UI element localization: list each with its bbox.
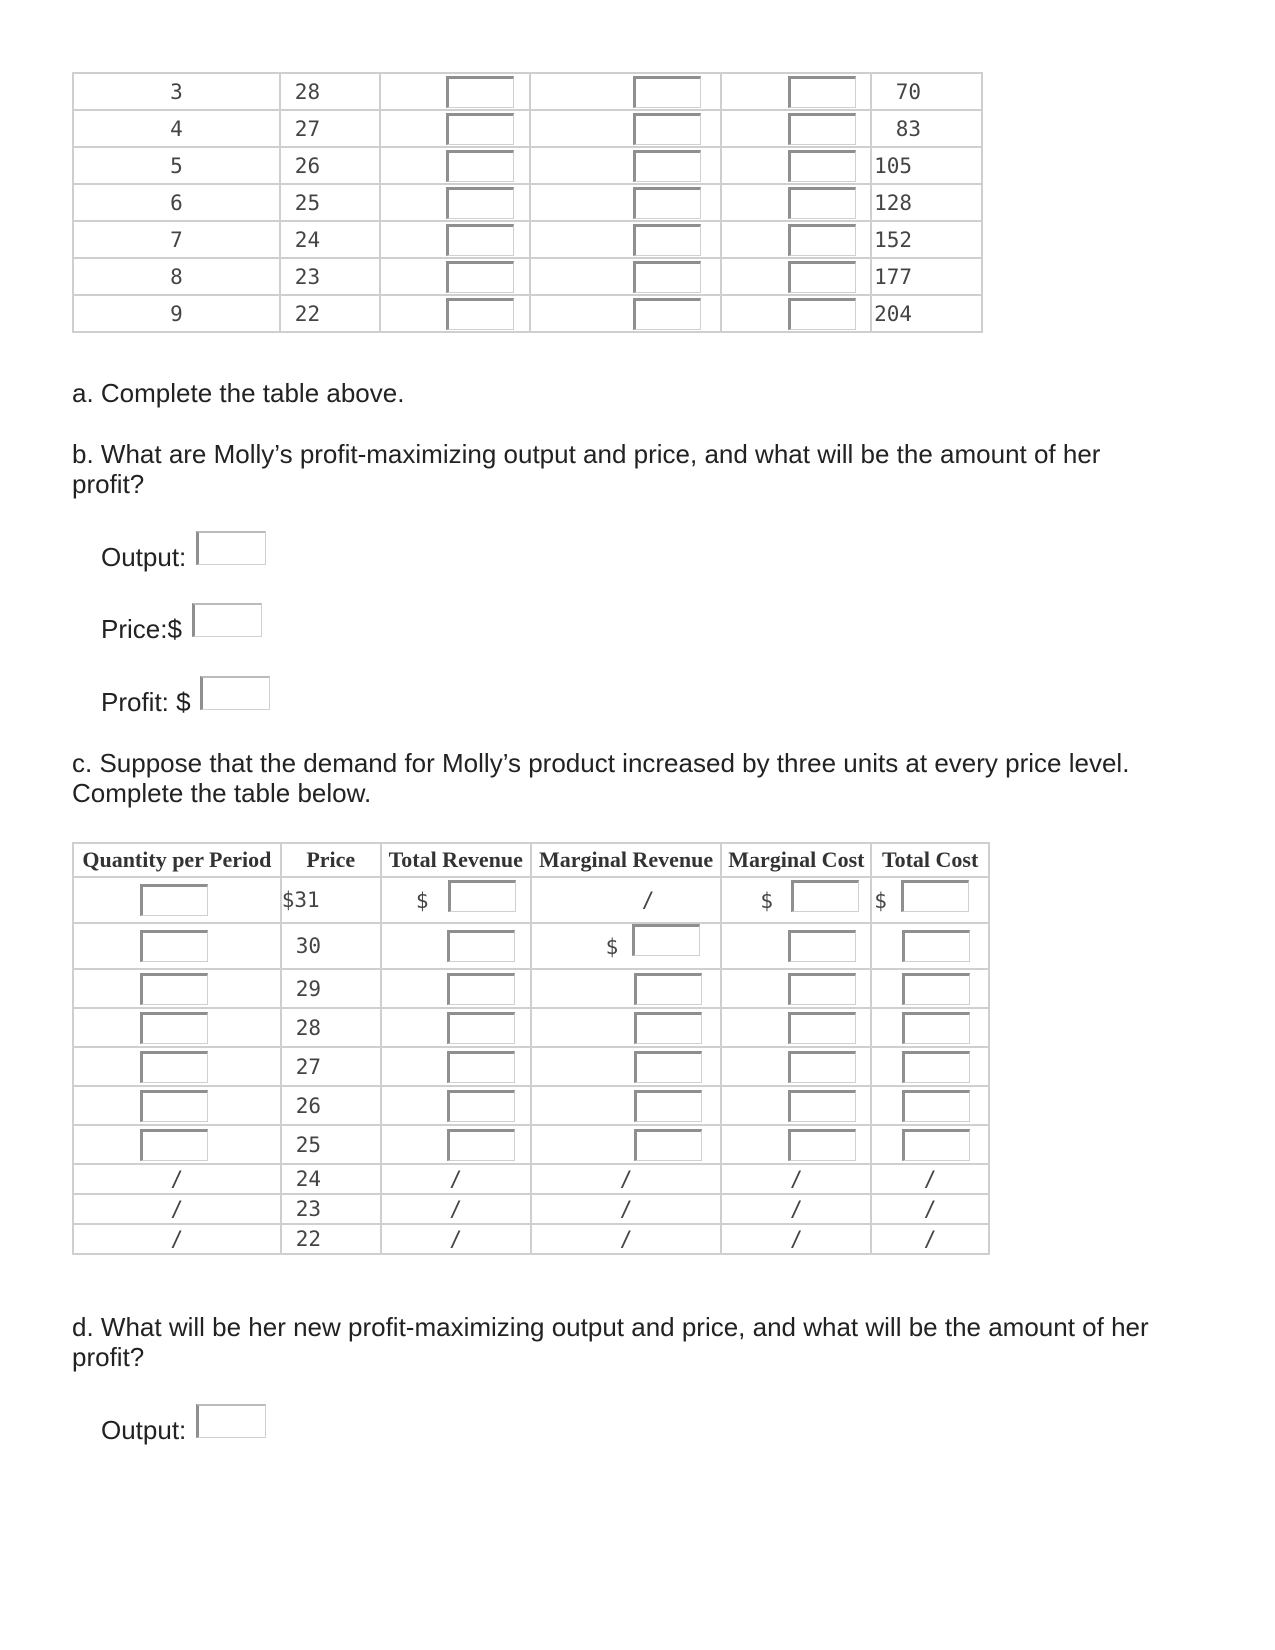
qty-cell: / — [73, 1164, 281, 1194]
total-revenue-cell — [380, 73, 530, 110]
total-revenue-input[interactable] — [446, 187, 514, 219]
qty-input[interactable] — [140, 1051, 208, 1083]
marginal-cost-input[interactable] — [788, 930, 856, 962]
marginal-cost-cell — [721, 110, 871, 147]
total-cost-input[interactable] — [902, 973, 970, 1005]
qty-cell: 4 — [73, 110, 280, 147]
price-cell: 25 — [280, 184, 381, 221]
column-header: Marginal Cost — [721, 843, 871, 877]
marginal-cost-cell — [721, 1008, 871, 1047]
marginal-revenue-cell — [531, 969, 722, 1008]
marginal-revenue-input[interactable] — [634, 973, 702, 1005]
b-profit-input[interactable] — [200, 676, 270, 710]
b-price-input[interactable] — [192, 603, 262, 637]
marginal-cost-input[interactable] — [788, 1090, 856, 1122]
revenue-cost-table — [72, 842, 990, 1255]
total-cost-cell: 177 — [871, 258, 982, 295]
table-row — [73, 258, 982, 295]
total-cost-cell: 105 — [871, 147, 982, 184]
table-row — [73, 110, 982, 147]
total-revenue-cell: / — [381, 1194, 531, 1224]
total-revenue-cell — [381, 1125, 531, 1164]
total-revenue-input[interactable] — [446, 261, 514, 293]
table-row — [73, 923, 989, 969]
qty-cell: 3 — [73, 73, 280, 110]
price-cell: 26 — [281, 1086, 381, 1125]
total-revenue-cell: / — [381, 1224, 531, 1254]
marginal-cost-cell — [721, 923, 871, 969]
marginal-cost-cell — [721, 1125, 871, 1164]
total-cost-cell — [871, 1047, 989, 1086]
qty-cell — [73, 1086, 281, 1125]
table-row — [73, 184, 982, 221]
qty-cell — [73, 1008, 281, 1047]
b-profit-label: Profit: $ — [101, 687, 191, 717]
total-revenue-input[interactable] — [446, 76, 514, 108]
question-c: c. Suppose that the demand for Molly’s product increased by three units at every price level. Complete the table below. — [72, 748, 1130, 808]
total-revenue-cell — [380, 147, 530, 184]
total-revenue-input[interactable] — [446, 113, 514, 145]
marginal-revenue-cell — [530, 184, 721, 221]
qty-cell — [73, 877, 281, 923]
total-revenue-input[interactable] — [447, 1051, 515, 1083]
total-revenue-cell — [381, 1086, 531, 1125]
price-cell: 24 — [280, 221, 381, 258]
total-cost-cell — [871, 923, 989, 969]
price-cell: 24 — [281, 1164, 381, 1194]
total-revenue-cell — [380, 110, 530, 147]
total-revenue-input[interactable] — [447, 1012, 515, 1044]
total-revenue-cell — [381, 923, 531, 969]
marginal-cost-cell — [721, 184, 871, 221]
marginal-revenue-cell — [530, 147, 721, 184]
marginal-cost-input[interactable] — [788, 1129, 856, 1161]
total-revenue-input[interactable] — [447, 1090, 515, 1122]
total-revenue-input[interactable] — [447, 1129, 515, 1161]
total-revenue-input[interactable] — [446, 298, 514, 330]
total-cost-input[interactable] — [901, 880, 969, 912]
qty-cell: 8 — [73, 258, 280, 295]
table-row — [73, 877, 989, 923]
marginal-revenue-cell — [531, 923, 722, 969]
price-cell: 27 — [281, 1047, 381, 1086]
marginal-cost-input[interactable] — [788, 113, 856, 145]
qty-input[interactable] — [140, 1012, 208, 1044]
qty-cell: 6 — [73, 184, 280, 221]
total-cost-cell: 128 — [871, 184, 982, 221]
qty-input[interactable] — [140, 930, 208, 962]
price-cell: 26 — [280, 147, 381, 184]
question-d: d. What will be her new profit-maximizing output and price, and what will be the amount of her profit? — [72, 1312, 1149, 1372]
b-output-label: Output: — [101, 542, 187, 572]
total-cost-cell — [871, 1125, 989, 1164]
qty-cell — [73, 969, 281, 1008]
marginal-cost-cell — [721, 877, 871, 923]
marginal-revenue-cell: / — [531, 1194, 722, 1224]
marginal-cost-cell — [721, 295, 871, 332]
marginal-cost-cell: / — [721, 1194, 871, 1224]
total-revenue-cell — [381, 1047, 531, 1086]
marginal-cost-input[interactable] — [788, 1051, 856, 1083]
marginal-revenue-input[interactable] — [633, 76, 701, 108]
marginal-cost-input[interactable] — [788, 150, 856, 182]
table-row — [73, 1224, 989, 1254]
marginal-revenue-cell — [530, 110, 721, 147]
price-cell: 23 — [281, 1194, 381, 1224]
price-cell: $31 — [281, 877, 381, 923]
qty-cell: 9 — [73, 295, 280, 332]
total-revenue-cell — [381, 969, 531, 1008]
qty-cell — [73, 1125, 281, 1164]
marginal-revenue-cell — [530, 258, 721, 295]
price-cell: 29 — [281, 969, 381, 1008]
qty-cell — [73, 1047, 281, 1086]
column-header: Marginal Revenue — [531, 843, 722, 877]
table-row — [73, 1008, 989, 1047]
marginal-revenue-input[interactable] — [633, 113, 701, 145]
column-header: Price — [281, 843, 381, 877]
marginal-cost-cell — [721, 73, 871, 110]
marginal-cost-cell — [721, 258, 871, 295]
cost-table-top — [72, 72, 983, 333]
marginal-cost-cell — [721, 969, 871, 1008]
qty-input[interactable] — [140, 1129, 208, 1161]
dollar-sign: $ — [874, 888, 887, 913]
table-row — [73, 221, 982, 258]
total-cost-cell: 204 — [871, 295, 982, 332]
price-cell: 28 — [280, 73, 381, 110]
question-b: b. What are Molly’s profit-maximizing output and price, and what will be the amount of her profit? — [72, 439, 1101, 499]
total-revenue-cell — [381, 1008, 531, 1047]
dollar-sign: $ — [760, 888, 774, 913]
marginal-cost-input[interactable] — [788, 973, 856, 1005]
marginal-cost-cell — [721, 1047, 871, 1086]
total-revenue-cell — [380, 258, 530, 295]
d-output-label: Output: — [101, 1415, 187, 1445]
marginal-cost-cell: / — [721, 1224, 871, 1254]
marginal-revenue-input[interactable] — [634, 1129, 702, 1161]
qty-cell: / — [73, 1224, 281, 1254]
total-cost-cell — [871, 969, 989, 1008]
total-revenue-input[interactable] — [448, 880, 516, 912]
marginal-cost-input[interactable] — [788, 187, 856, 219]
price-cell: 25 — [281, 1125, 381, 1164]
table-row — [73, 295, 982, 332]
qty-cell: 7 — [73, 221, 280, 258]
marginal-revenue-cell — [530, 221, 721, 258]
dollar-sign: $ — [415, 888, 429, 913]
total-cost-input[interactable] — [902, 1090, 970, 1122]
table-row — [73, 73, 982, 110]
marginal-cost-input[interactable] — [791, 880, 859, 912]
price-cell: 30 — [281, 923, 381, 969]
total-revenue-cell — [380, 221, 530, 258]
table-row — [73, 147, 982, 184]
marginal-revenue-cell — [531, 1125, 722, 1164]
total-cost-cell — [871, 877, 989, 923]
marginal-revenue-input[interactable] — [633, 224, 701, 256]
table-row — [73, 1164, 989, 1194]
qty-input[interactable] — [140, 973, 208, 1005]
marginal-cost-cell — [721, 147, 871, 184]
column-header: Total Cost — [871, 843, 989, 877]
d-output-input[interactable] — [196, 1404, 266, 1438]
marginal-revenue-input[interactable] — [633, 261, 701, 293]
total-cost-input[interactable] — [902, 1129, 970, 1161]
price-cell: 23 — [280, 258, 381, 295]
total-revenue-input[interactable] — [446, 150, 514, 182]
total-revenue-input[interactable] — [447, 930, 515, 962]
total-cost-cell: / — [871, 1224, 989, 1254]
b-price-label: Price:$ — [101, 614, 182, 644]
table-row — [73, 1194, 989, 1224]
total-revenue-cell — [381, 877, 531, 923]
qty-cell — [73, 923, 281, 969]
total-cost-cell — [871, 1086, 989, 1125]
question-a: a. Complete the table above. — [72, 378, 405, 408]
marginal-cost-cell — [721, 221, 871, 258]
marginal-cost-input[interactable] — [788, 298, 856, 330]
marginal-cost-cell: / — [721, 1164, 871, 1194]
total-cost-input[interactable] — [902, 1051, 970, 1083]
price-cell: 27 — [280, 110, 381, 147]
marginal-revenue-input[interactable] — [633, 298, 701, 330]
total-cost-cell: 152 — [871, 221, 982, 258]
marginal-revenue-cell — [530, 295, 721, 332]
marginal-revenue-cell — [531, 1008, 722, 1047]
qty-cell: / — [73, 1194, 281, 1224]
marginal-revenue-cell — [530, 73, 721, 110]
marginal-revenue-cell: / — [531, 1224, 722, 1254]
marginal-revenue-cell: / — [531, 1164, 722, 1194]
table-row — [73, 1125, 989, 1164]
table-row — [73, 1047, 989, 1086]
total-revenue-input[interactable] — [447, 973, 515, 1005]
marginal-cost-input[interactable] — [788, 224, 856, 256]
marginal-cost-input[interactable] — [788, 76, 856, 108]
marginal-revenue-input[interactable] — [634, 1051, 702, 1083]
total-cost-input[interactable] — [902, 930, 970, 962]
price-cell: 22 — [281, 1224, 381, 1254]
total-revenue-cell: / — [381, 1164, 531, 1194]
price-cell: 22 — [280, 295, 381, 332]
column-header: Quantity per Period — [73, 843, 281, 877]
marginal-revenue-input[interactable] — [633, 187, 701, 219]
marginal-revenue-cell: / — [531, 877, 722, 923]
marginal-cost-input[interactable] — [788, 1012, 856, 1044]
dollar-sign: $ — [605, 934, 619, 959]
price-cell: 28 — [281, 1008, 381, 1047]
marginal-revenue-cell — [531, 1086, 722, 1125]
total-revenue-cell — [380, 295, 530, 332]
table-row — [73, 969, 989, 1008]
qty-cell: 5 — [73, 147, 280, 184]
marginal-cost-cell — [721, 1086, 871, 1125]
marginal-revenue-input[interactable] — [632, 924, 700, 956]
table-row — [73, 1086, 989, 1125]
total-revenue-input[interactable] — [446, 224, 514, 256]
total-revenue-cell — [380, 184, 530, 221]
column-header: Total Revenue — [381, 843, 531, 877]
total-cost-cell: / — [871, 1194, 989, 1224]
qty-input[interactable] — [140, 884, 208, 916]
total-cost-cell: 70 — [871, 73, 982, 110]
total-cost-input[interactable] — [902, 1012, 970, 1044]
marginal-revenue-input[interactable] — [634, 1012, 702, 1044]
marginal-revenue-cell — [531, 1047, 722, 1086]
qty-input[interactable] — [140, 1090, 208, 1122]
marginal-revenue-input[interactable] — [634, 1090, 702, 1122]
total-cost-cell — [871, 1008, 989, 1047]
b-output-input[interactable] — [196, 531, 266, 565]
marginal-revenue-input[interactable] — [633, 150, 701, 182]
total-cost-cell: 83 — [871, 110, 982, 147]
total-cost-cell: / — [871, 1164, 989, 1194]
marginal-cost-input[interactable] — [788, 261, 856, 293]
